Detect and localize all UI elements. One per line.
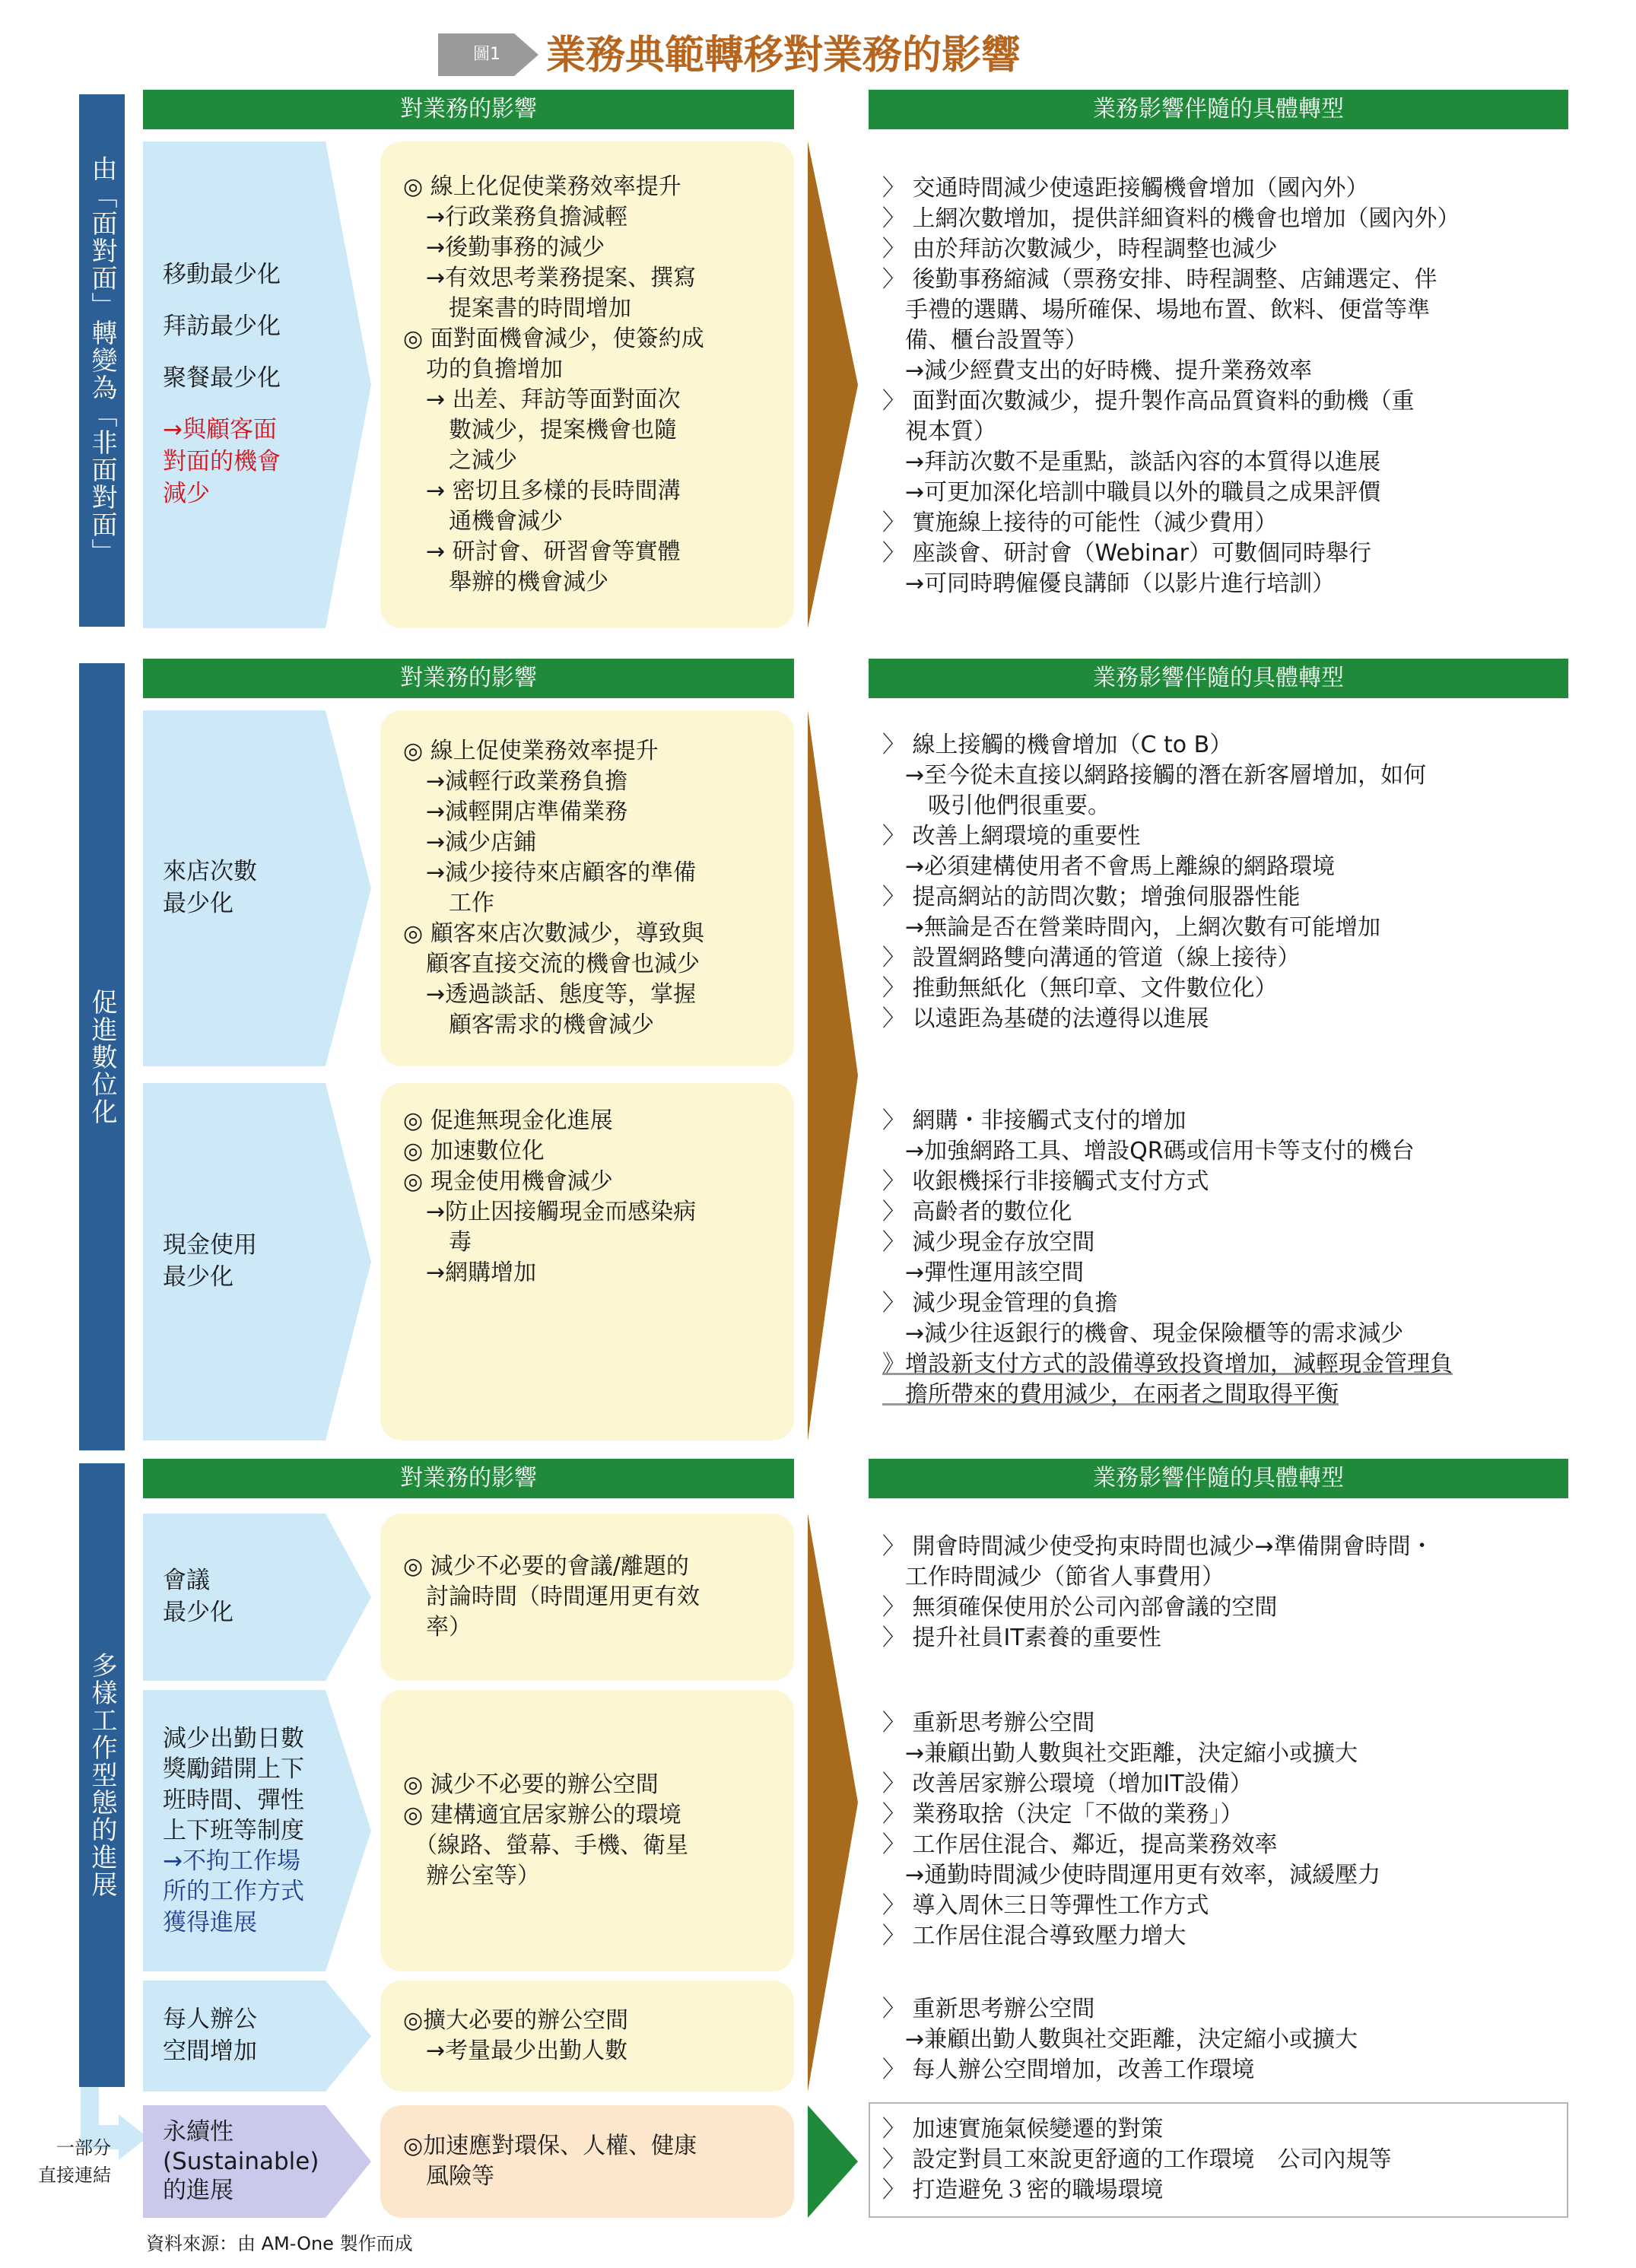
category-line: 空間增加 [163,2038,257,2065]
transformation-list [882,1708,1567,1952]
transformation-line: 〉 工作居住混合導致壓力增大 [882,1923,1186,1949]
impact-line: 風險等 [403,2163,494,2190]
transformation-line: 手禮的選購、場所確保、場地布置、飲料、便當等準 [882,297,1430,323]
impact-line: → 研討會、研習會等實體 [403,538,681,565]
transformation-line: 〉 面對面次數減少，提升製作高品質資料的動機（重 [882,388,1415,415]
impact-line: 舉辦的機會減少 [403,569,608,596]
impact-line: ◎加速應對環保、人權、健康 [403,2133,697,2159]
impact-line: →防止因接觸現金而感染病 [403,1199,697,1225]
transformation-line: 〉 提高網站的訪問次數；增強伺服器性能 [882,884,1301,910]
category-line: 最少化 [163,1599,233,1626]
flow-arrow [808,1514,858,2092]
impact-line: →減輕行政業務負擔 [403,768,628,795]
transformation-line: 〉 後勤事務縮減（票務安排、時程調整、店鋪選定、伴 [882,266,1437,293]
category-highlight: 獲得進展 [163,1908,257,1936]
impact-line: ◎ 減少不必要的會議/離題的 [403,1553,689,1580]
transformation-line: →減少經費支出的好時機、提升業務效率 [882,357,1313,384]
impact-line: 數減少，提案機會也隨 [403,417,677,443]
section-band-face-to-face: 由「面對面」轉變為「非面對面」 [79,94,125,627]
transformation-line: 〉 每人辦公空間增加，改善工作環境 [882,2057,1255,2083]
category-line: 減少出勤日數 [163,1724,304,1752]
header-transformation: 業務影響伴隨的具體轉型 [869,659,1568,698]
category-line: 最少化 [163,1263,233,1291]
side-note [0,2134,111,2189]
transformation-line: 〉 業務取捨（決定「不做的業務」） [882,1801,1244,1828]
transformation-line: 〉 上網次數增加，提供詳細資料的機會也增加（國內外） [882,205,1460,232]
side-note-line: 一部分 [56,2137,111,2158]
transformation-line: 〉 加速實施氣候變遷的對策 [882,2116,1164,2143]
transformation-line: 〉 打造避免３密的職場環境 [882,2177,1164,2203]
category-line: 聚餐最少化 [163,364,281,392]
impact-line: → 出差、拜訪等面對面次 [403,386,681,413]
transformation-line: →通勤時間減少使時間運用更有效率，減緩壓力 [882,1862,1381,1888]
category-line: 移動最少化 [163,261,281,289]
category-line: 現金使用 [163,1231,257,1259]
impact-line: 率） [403,1614,472,1641]
figure-tag: 圖1 [473,45,500,64]
transformation-list [882,2114,1559,2206]
impact-line: （線路、螢幕、手機、衛星 [403,1832,688,1859]
transformation-line: 〉 高齡者的數位化 [882,1199,1072,1225]
category-line: 上下班等制度 [163,1816,304,1844]
impact-line: ◎ 面對面機會減少，使簽約成 [403,326,704,352]
impact-line: ◎擴大必要的辦公空間 [403,2007,629,2034]
impact-line: →後勤事務的減少 [403,234,605,261]
transformation-list [882,1532,1567,1653]
transformation-line: 〉 交通時間減少使遠距接觸機會增加（國內外） [882,175,1369,202]
category-sustainability [143,2105,333,2218]
header-impact: 對業務的影響 [143,659,794,698]
transformation-line: 〉 座談會、研討會（Webinar）可數個同時舉行 [882,540,1372,567]
transformation-line: →無論是否在營業時間內，上網次數有可能增加 [882,914,1381,941]
impact-box [380,2105,794,2218]
transformation-line: →可同時聘僱優良講師（以影片進行培訓） [882,570,1336,597]
transformation-line: 工作時間減少（節省人事費用） [882,1564,1225,1590]
impact-line: ◎ 現金使用機會減少 [403,1168,613,1195]
transformation-line: →兼顧出勤人數與社交距離，決定縮小或擴大 [882,2026,1358,2053]
impact-box [380,1083,794,1441]
transformation-line: 〉 減少現金管理的負擔 [882,1290,1118,1317]
impact-line: →有效思考業務提案、撰寫 [403,265,697,291]
transformation-line: 〉 設置網路雙向溝通的管道（線上接待） [882,945,1301,971]
category-highlight: →與顧客面 [163,416,277,443]
section-band-work-styles: 多樣工作型態的進展 [79,1463,125,2087]
category-movement [143,141,333,628]
category-line: 的進展 [163,2177,233,2205]
category-attendance [143,1690,333,1971]
transformation-line: 〉 導入周休三日等彈性工作方式 [882,1892,1209,1919]
category-line: 永續性 [163,2117,233,2146]
impact-line: →網購增加 [403,1259,537,1286]
header-impact: 對業務的影響 [143,90,794,129]
category-store-visits [143,710,333,1066]
transformation-line: 〉 無須確保使用於公司內部會議的空間 [882,1594,1278,1621]
transformation-line: 吸引他們很重要。 [882,793,1110,819]
category-meetings [143,1514,333,1681]
impact-line: →考量最少出勤人數 [403,2038,628,2064]
category-line: 會議 [163,1567,210,1595]
category-highlight: →不拘工作場 [163,1847,300,1876]
transformation-line: 〉 開會時間減少使受拘束時間也減少→準備開會時間・ [882,1533,1434,1560]
impact-line: 通機會減少 [403,508,563,535]
flow-arrow [808,710,858,1441]
impact-line: 辦公室等） [403,1863,540,1889]
category-highlight: 對面的機會 [163,447,281,475]
impact-box [380,1690,794,1971]
transformation-line: 〉 改善上網環境的重要性 [882,823,1141,850]
flow-arrow [808,141,858,628]
transformation-line: 〉 設定對員工來說更舒適的工作環境 公司內規等 [882,2146,1392,2173]
impact-line: ◎ 線上化促使業務效率提升 [403,173,681,200]
highlight-note: 擔所帶來的費用減少，在兩者之間取得平衡 [882,1381,1339,1408]
transformation-line: 〉 線上接觸的機會增加（C to B） [882,732,1233,758]
transformation-line: 〉 重新思考辦公空間 [882,1710,1095,1736]
header-transformation: 業務影響伴隨的具體轉型 [869,1459,1568,1498]
impact-box [380,710,794,1066]
category-line: 來店次數 [163,858,257,886]
impact-box [380,141,794,628]
impact-box [380,1981,794,2092]
transformation-line: 〉 實施線上接待的可能性（減少費用） [882,510,1278,536]
impact-line: 討論時間（時間運用更有效 [403,1583,700,1610]
category-line: 最少化 [163,890,233,917]
source-note: 資料來源：由 AM-One 製作而成 [146,2233,413,2254]
impact-line: ◎ 減少不必要的辦公空間 [403,1771,659,1798]
impact-line: 毒 [403,1229,472,1256]
impact-line: 提案書的時間增加 [403,295,631,322]
transformation-line: 〉 重新思考辦公空間 [882,1996,1095,2022]
category-highlight: 減少 [163,479,210,507]
header-impact: 對業務的影響 [143,1459,794,1498]
impact-line: ◎ 建構適宜居家辦公的環境 [403,1802,681,1828]
figure-title: 業務典範轉移對業務的影響 [546,32,1021,78]
impact-line: →減輕開店準備業務 [403,799,628,825]
transformation-line: 〉 減少現金存放空間 [882,1229,1095,1256]
impact-line: 之減少 [403,447,517,474]
transformation-line: 〉 推動無紙化（無印章、文件數位化） [882,975,1278,1002]
category-line: 每人辦公 [163,2006,257,2034]
impact-line: →減少接待來店顧客的準備 [403,859,697,886]
category-line: 拜訪最少化 [163,313,281,341]
transformation-line: →必須建構使用者不會馬上離線的網路環境 [882,853,1336,880]
transformation-line: →至今從未直接以網路接觸的潛在新客層增加，如何 [882,762,1427,789]
category-line: 獎勵錯開上下 [163,1755,304,1784]
transformation-line: 〉 網購・非接觸式支付的增加 [882,1107,1186,1134]
transformation-line: →減少往返銀行的機會、現金保險櫃等的需求減少 [882,1320,1404,1347]
transformation-list [882,730,1567,1034]
header-transformation: 業務影響伴隨的具體轉型 [869,90,1568,129]
impact-box [380,1514,794,1681]
transformation-line: →加強網路工具、增設QR碼或信用卡等支付的機台 [882,1138,1415,1164]
category-line: (Sustainable) [163,2147,319,2175]
highlight-note: 》增設新支付方式的設備導致投資增加，減輕現金管理負 [882,1351,1453,1377]
transformation-line: 〉 收銀機採行非接觸式支付方式 [882,1168,1209,1195]
category-cash-usage [143,1083,333,1441]
transformation-line: 視本質） [882,418,996,445]
transformation-line: 〉 提升社員IT素養的重要性 [882,1625,1161,1651]
impact-line: →行政業務負擔減輕 [403,204,628,230]
impact-line: →減少店鋪 [403,829,537,856]
category-highlight: 所的工作方式 [163,1878,304,1906]
transformation-line: →兼顧出勤人數與社交距離，決定縮小或擴大 [882,1740,1358,1767]
transformation-list [882,1106,1567,1410]
transformation-line: 〉 工作居住混合、鄰近，提高業務效率 [882,1831,1278,1858]
impact-line: ◎ 線上促使業務效率提升 [403,738,659,764]
transformation-list [882,173,1567,599]
transformation-line: 備、櫃台設置等） [882,327,1088,354]
impact-line: →透過談話、態度等，掌握 [403,981,697,1008]
transformation-line: 〉 由於拜訪次數減少，時程調整也減少 [882,236,1278,262]
impact-line: 顧客需求的機會減少 [403,1012,654,1038]
side-note-line: 直接連結 [38,2165,111,2186]
category-line: 班時間、彈性 [163,1786,304,1814]
transformation-line: 〉 以遠距為基礎的法遵得以進展 [882,1005,1209,1032]
transformation-line: →彈性運用該空間 [882,1259,1085,1286]
transformation-list [882,1994,1567,2085]
section-band-digitalization: 促進數位化 [79,663,125,1450]
flow-arrow-green [808,2105,858,2218]
impact-line: 工作 [403,890,494,916]
impact-line: 功的負擔增加 [403,356,563,383]
impact-line: ◎ 促進無現金化進展 [403,1107,613,1134]
impact-line: 顧客直接交流的機會也減少 [403,951,700,977]
impact-line: ◎ 加速數位化 [403,1138,545,1164]
impact-line: → 密切且多樣的長時間溝 [403,478,681,504]
transformation-line: 〉 改善居家辦公環境（增加IT設備） [882,1771,1253,1797]
transformation-line: →可更加深化培訓中職員以外的職員之成果評價 [882,479,1381,506]
transformation-line: →拜訪次數不是重點，談話內容的本質得以進展 [882,449,1381,475]
category-office-space [143,1981,333,2092]
impact-line: ◎ 顧客來店次數減少，導致與 [403,920,704,947]
